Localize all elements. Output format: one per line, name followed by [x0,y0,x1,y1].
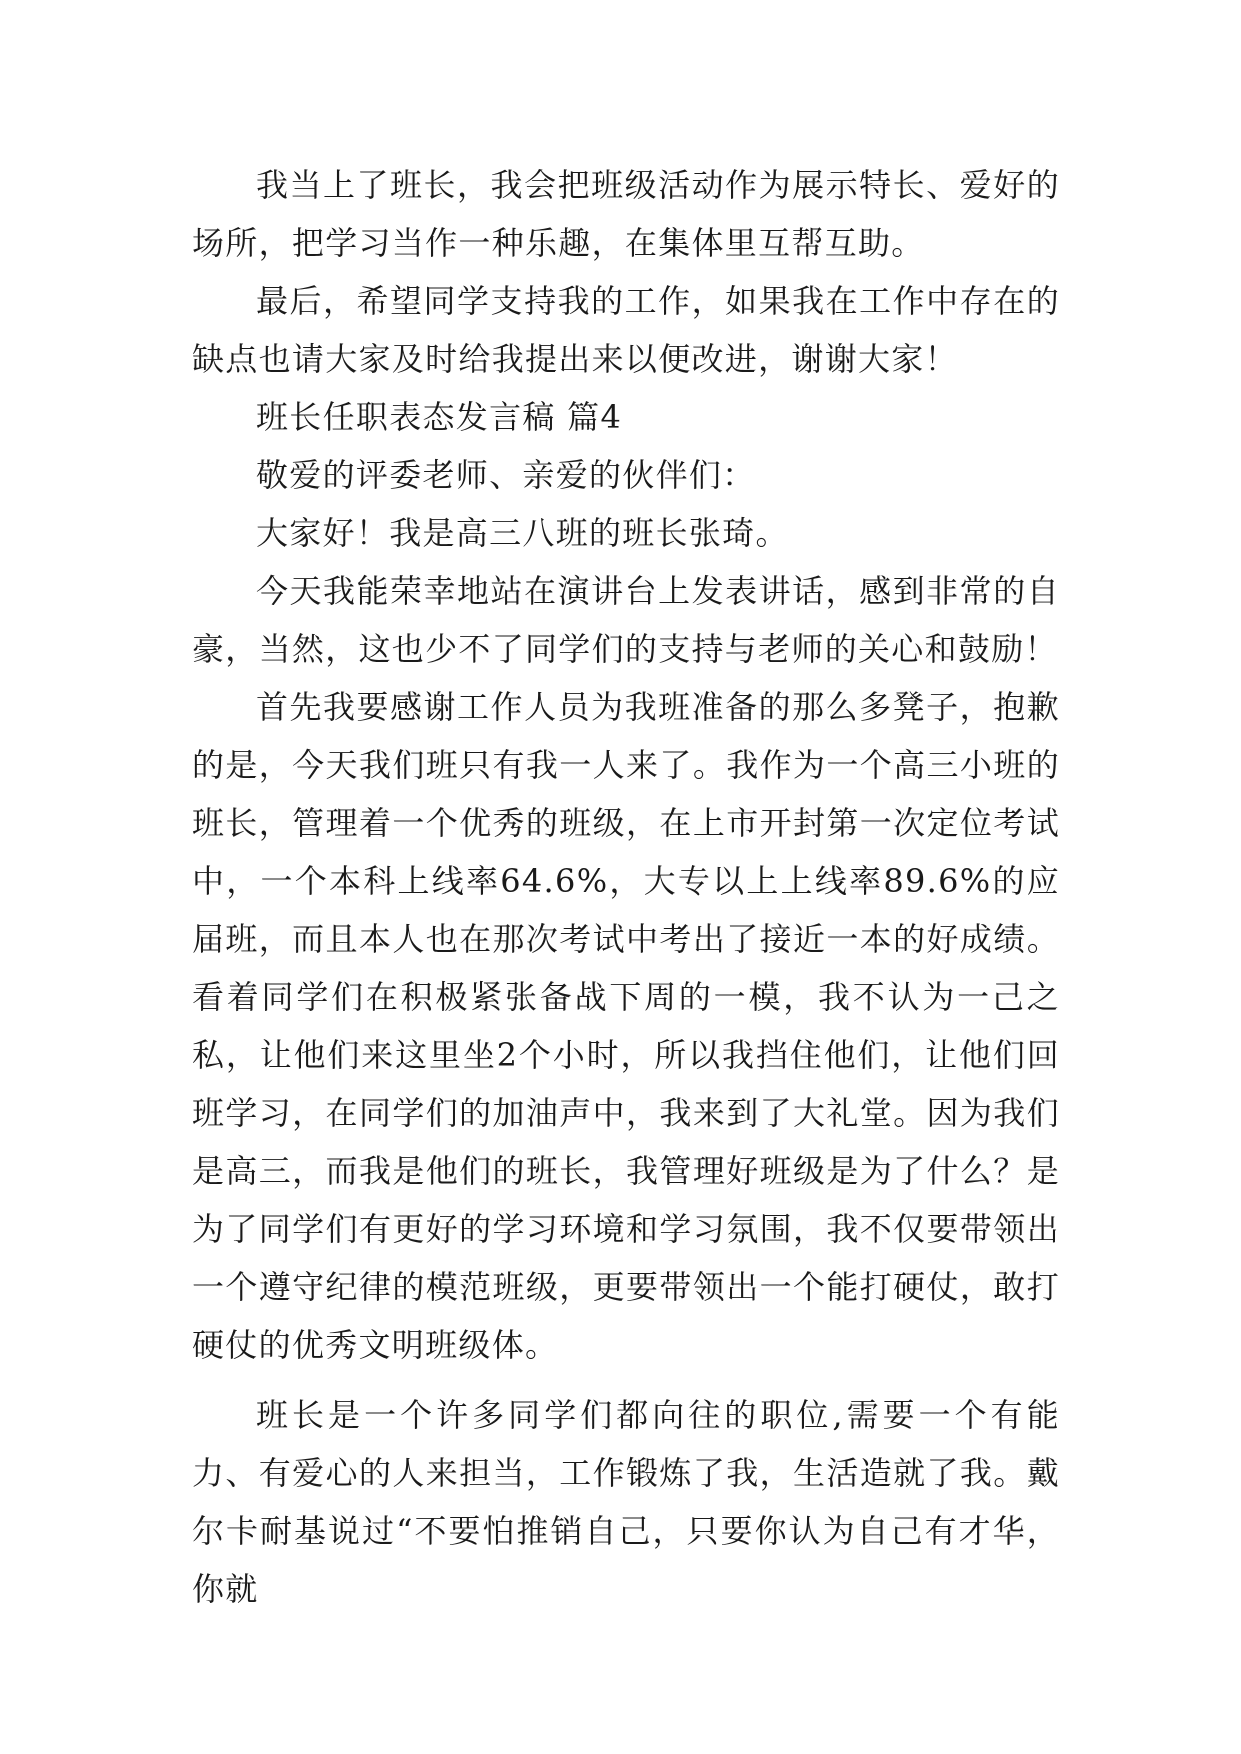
document-body [192,156,1060,1618]
paragraph-gap [192,1374,1060,1386]
paragraph: 我当上了班长，我会把班级活动作为展示特长、爱好的场所，把学习当作一种乐趣，在集体里互帮互助。 [192,166,1060,262]
greeting-line: 大家好！我是高三八班的班长张琦。 [256,514,789,552]
paragraph: 今天我能荣幸地站在演讲台上发表讲话，感到非常的自豪，当然，这也少不了同学们的支持与老师的关心和鼓励！ [192,572,1060,668]
salutation: 敬爱的评委老师、亲爱的伙伴们： [256,456,756,494]
paragraph: 最后，希望同学支持我的工作，如果我在工作中存在的缺点也请大家及时给我提出来以便改进，谢谢大家！ [192,282,1060,378]
paragraph: 班长是一个许多同学们都向往的职位,需要一个有能力、有爱心的人来担当，工作锻炼了我，生活造就了我。戴尔卡耐基说过“不要怕推销自己，只要你认为自己有才华，你就 [192,1396,1060,1608]
paragraph: 首先我要感谢工作人员为我班准备的那么多凳子，抱歉的是，今天我们班只有我一人来了。我作为一个高三小班的班长，管理着一个优秀的班级，在上市开封第一次定位考试中，一个本科上线率64.6%，大专以上上线率89.6%的应届班，而且本人也在那次考试中考出了接近一本的好成绩。看着同学们在积极紧张备战下周的一模，我不认为一己之私，让他们来这里坐2个小时，所以我挡住他们，让他们回班学习，在同学们的加油声中，我来到了大礼堂。因为我们是高三，而我是他们的班长，我管理好班级是为了什么？是为了同学们有更好的学习环境和学习氛围，我不仅要带领出一个遵守纪律的模范班级，更要带领出一个能打硬仗，敢打硬仗的优秀文明班级体。 [192,688,1060,1364]
section-heading: 班长任职表态发言稿 篇4 [256,398,623,436]
